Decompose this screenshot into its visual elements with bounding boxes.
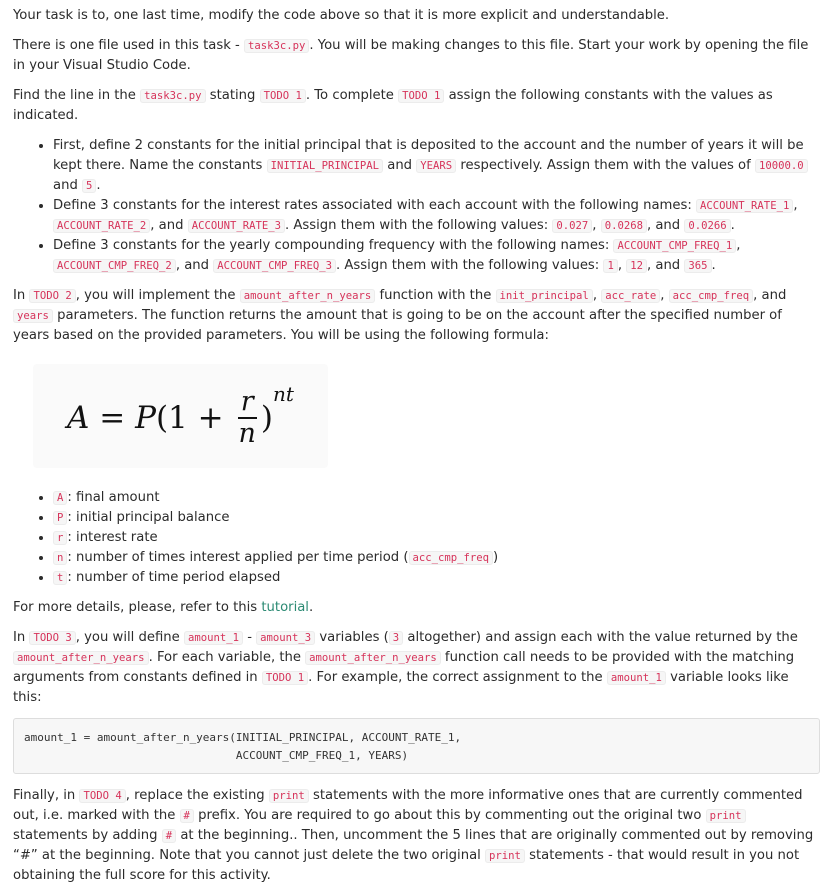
todo3-paragraph (13, 628, 820, 708)
text-run: Find the line in the (13, 88, 141, 103)
todo2-paragraph (13, 286, 820, 346)
text-run: : initial principal balance (67, 510, 230, 525)
inline-code: amount_after_n_years (13, 651, 149, 665)
text-run: function call needs to be provided with the matching arguments from constants defined in (13, 650, 795, 685)
inline-code: # (180, 809, 194, 823)
todo-code: TODO 1 (398, 89, 444, 103)
text-run: For more details, please, refer to this (13, 600, 262, 615)
formula-exponent: nt (272, 382, 294, 406)
inline-code: ACCOUNT_RATE_3 (188, 219, 285, 233)
todo4-paragraph (13, 786, 820, 886)
text-run: : number of times interest applied per time period ( (67, 550, 409, 565)
text-run: : final amount (67, 490, 160, 505)
inline-code: t (53, 571, 67, 585)
text-run: : interest rate (67, 530, 158, 545)
list-item (53, 508, 820, 528)
text-run: Define 3 constants for the interest rates associated with each account with the following names: (53, 198, 697, 213)
inline-code: acc_cmp_freq (409, 551, 494, 565)
text-run: at the beginning.. Then, uncomment the 5 lines that are originally commented out by removing “#” at the beginning. Note that you cannot just delete the two original (13, 828, 814, 863)
inline-code: years (13, 309, 53, 323)
formula-close: ) (260, 400, 273, 436)
text-run: , (592, 288, 602, 303)
text-run: , and (646, 258, 685, 273)
text-run: , and (646, 218, 685, 233)
constants-list (13, 136, 820, 276)
text-run: , and (150, 218, 188, 233)
inline-code: print (269, 789, 309, 803)
inline-code: 1 (603, 259, 617, 273)
inline-code: 3 (389, 631, 403, 645)
inline-code: amount_3 (256, 631, 315, 645)
todo1-paragraph (13, 86, 820, 126)
text-run: variables ( (315, 630, 389, 645)
inline-code: A (53, 491, 67, 505)
inline-code: INITIAL_PRINCIPAL (267, 159, 383, 173)
inline-code: ACCOUNT_CMP_FREQ_1 (613, 239, 736, 253)
list-item (53, 488, 820, 508)
inline-code: 0.0268 (601, 219, 647, 233)
inline-code: acc_rate (601, 289, 660, 303)
inline-code: TODO 1 (262, 671, 308, 685)
formula-plus: + (197, 400, 224, 436)
text-run: stating (205, 88, 260, 103)
text-run: Finally, in (13, 788, 80, 803)
inline-code: P (53, 511, 67, 525)
formula-equals: = (99, 400, 126, 436)
text-run: . (308, 600, 314, 615)
text-run: , (592, 218, 601, 233)
inline-code: TODO 3 (29, 631, 75, 645)
text-run: parameters. The function returns the amount that is going to be on the account after the specified number of years based on the provided parameters. You will be using the following formula: (13, 308, 782, 343)
inline-code: print (485, 849, 525, 863)
text-run: . For example, the correct assignment to the (308, 670, 607, 685)
list-item (53, 196, 820, 236)
text-run: and (383, 158, 417, 173)
list-item (53, 548, 820, 568)
text-run: . Assign them with the following values: (284, 218, 553, 233)
inline-code: 365 (684, 259, 711, 273)
text-run: , you will define (75, 630, 184, 645)
text-run: statements by adding (13, 828, 162, 843)
intro-paragraph: Your task is to, one last time, modify the code above so that it is more explicit and understandable. (13, 8, 670, 23)
text-run: assign the following constants with the values as indicated. (13, 88, 773, 123)
inline-code: amount_after_n_years (305, 651, 441, 665)
inline-code: 12 (626, 259, 647, 273)
inline-code: 5 (82, 179, 96, 193)
inline-code: ACCOUNT_CMP_FREQ_3 (213, 259, 336, 273)
text-run: . Assign them with the following values: (336, 258, 604, 273)
inline-code: print (706, 809, 746, 823)
text-run: ) (493, 550, 499, 565)
inline-code: amount_1 (184, 631, 243, 645)
text-run: and (53, 178, 83, 193)
inline-code: # (162, 829, 176, 843)
inline-code: 0.027 (552, 219, 592, 233)
text-run: variable looks like this: (13, 670, 789, 705)
formula-fraction (235, 387, 258, 449)
list-item (53, 236, 820, 276)
text-run: prefix. You are required to go about this by commenting out the original two (193, 808, 706, 823)
text-run: In (13, 630, 30, 645)
list-item (53, 136, 820, 196)
inline-code: YEARS (416, 159, 456, 173)
text-run: . (711, 258, 716, 273)
inline-code: 10000.0 (755, 159, 808, 173)
text-run: function with the (375, 288, 496, 303)
filename-code: task3c.py (140, 89, 205, 103)
compound-interest-formula (33, 364, 328, 468)
text-run: statements with the more informative ones that are currently commented out, i.e. marked with the (13, 788, 803, 823)
text-run: n (238, 418, 256, 449)
text-run: There is one file used in this task - (13, 38, 244, 53)
text-run: . You will be making changes to this file. Start your work by opening the file in your Visual Studio Code. (13, 38, 809, 73)
text-run: , you will implement the (75, 288, 240, 303)
inline-code: amount_after_n_years (240, 289, 376, 303)
inline-code: TODO 2 (29, 289, 75, 303)
text-run: r (238, 387, 257, 419)
text-run: . To complete (305, 88, 399, 103)
text-run: . (96, 178, 101, 193)
todo-code: TODO 1 (260, 89, 306, 103)
text-run: altogether) and assign each with the value returned by the (403, 630, 798, 645)
inline-code: ACCOUNT_RATE_2 (53, 219, 150, 233)
text-run: , (793, 198, 798, 213)
tutorial-link[interactable]: tutorial (261, 600, 309, 615)
formula-definitions-list (13, 488, 820, 588)
formula-P: P (135, 400, 156, 436)
file-paragraph (13, 36, 820, 76)
inline-code: amount_1 (607, 671, 666, 685)
text-run: First, define 2 constants for the initial principal that is deposited to the account and the number of years it will be kept there. Name the constants (53, 138, 804, 173)
inline-code: ACCOUNT_RATE_1 (696, 199, 793, 213)
text-run: respectively. Assign them with the values of (456, 158, 755, 173)
text-run: , replace the existing (125, 788, 269, 803)
list-item (53, 568, 820, 588)
text-run: , and (175, 258, 214, 273)
text-run: In (13, 288, 30, 303)
text-run: , (660, 288, 669, 303)
list-item (53, 528, 820, 548)
text-run: - (243, 630, 257, 645)
text-run: , and (753, 288, 787, 303)
text-run: statements - that would result in you not obtaining the full score for this activity. (13, 848, 800, 883)
text-run: : number of time period elapsed (67, 570, 281, 585)
inline-code: n (53, 551, 67, 565)
inline-code: 0.0266 (684, 219, 730, 233)
text-run: . For each variable, the (148, 650, 306, 665)
tutorial-paragraph (13, 598, 820, 618)
text-run: , (617, 258, 627, 273)
inline-code: ACCOUNT_CMP_FREQ_2 (53, 259, 176, 273)
inline-code: r (53, 531, 67, 545)
formula-A: A (67, 400, 90, 436)
formula-open: (1 (155, 400, 188, 436)
inline-code: TODO 4 (79, 789, 125, 803)
code-example-block: amount_1 = amount_after_n_years(INITIAL_PRINCIPAL, ACCOUNT_RATE_1, ACCOUNT_CMP_FREQ_1, YEARS) (13, 718, 820, 774)
inline-code: acc_cmp_freq (669, 289, 754, 303)
text-run: , (736, 238, 741, 253)
filename-code: task3c.py (244, 39, 309, 53)
text-run: Define 3 constants for the yearly compounding frequency with the following names: (53, 238, 614, 253)
inline-code: init_principal (496, 289, 593, 303)
text-run: . (730, 218, 735, 233)
